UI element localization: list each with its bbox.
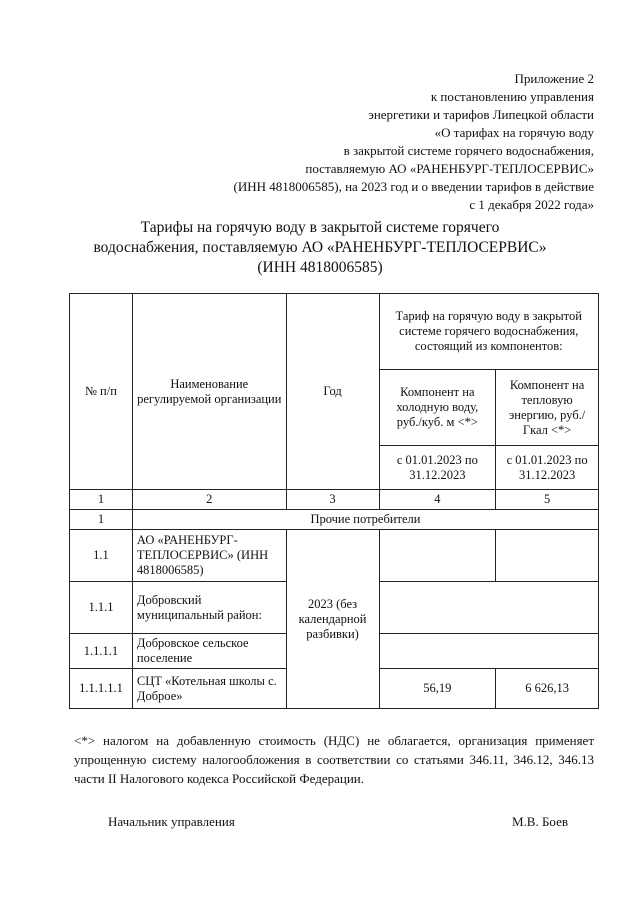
header-line: Приложение 2 (514, 71, 594, 86)
appendix-header (234, 70, 594, 214)
header-line: поставляемую АО «РАНЕНБУРГ-ТЕПЛОСЕРВИС» (305, 161, 594, 176)
header-heat-component: Компонент на тепловую энергию, руб./Гкал <*> (496, 370, 599, 446)
year-cell: 2023 (без календарной разбивки) (286, 530, 379, 709)
header-line: в закрытой системе горячего водоснабжения, (343, 143, 594, 158)
column-number-cell: 5 (496, 490, 599, 510)
header-line: с 1 декабря 2022 года» (469, 197, 594, 212)
title-line: Тарифы на горячую воду в закрытой системе горячего (140, 219, 500, 236)
title-line: водоснабжения, поставляемую АО «РАНЕНБУРГ-ТЕПЛОСЕРВИС» (93, 239, 547, 256)
column-number-cell: 2 (132, 490, 286, 510)
row-values-merged (379, 582, 599, 634)
row-num: 1.1.1 (70, 582, 133, 634)
header-cold-water-component: Компонент на холодную воду, руб./куб. м <*> (379, 370, 496, 446)
row-heat-value: 6 626,13 (496, 669, 599, 709)
table-row (70, 530, 599, 582)
row-organization: Добровское сельское поселение (132, 634, 286, 669)
header-line: к постановлению управления (430, 89, 594, 104)
header-period-cold: с 01.01.2023 по 31.12.2023 (379, 446, 496, 490)
header-year: Год (286, 294, 379, 490)
header-num: № п/п (70, 294, 133, 490)
signatory-position: Начальник управления (108, 814, 235, 829)
header-tariff: Тариф на горячую воду в закрытой системе горячего водоснабжения, состоящий из компонентов: (379, 294, 599, 370)
row-num: 1.1.1.1 (70, 634, 133, 669)
row-heat-value (496, 530, 599, 582)
row-cold-value: 56,19 (379, 669, 496, 709)
row-organization: Добровский муниципальный район: (132, 582, 286, 634)
column-number-cell: 3 (286, 490, 379, 510)
tariff-table (69, 293, 599, 709)
section-num: 1 (70, 510, 133, 530)
footnote: <*> налогом на добавленную стоимость (НДС) не облагается, организация применяет упрощенную систему налогообложения в соответствии со статьями 346.11, 346.12, 346.13 части II Налогового кодекса Российской Федерации. (74, 733, 594, 786)
header-organization: Наименование регулируемой организации (132, 294, 286, 490)
row-cold-value (379, 530, 496, 582)
row-values-merged (379, 634, 599, 669)
header-line: (ИНН 4818006585), на 2023 год и о введении тарифов в действие (233, 179, 594, 194)
header-line: «О тарифах на горячую воду (434, 125, 594, 140)
row-num: 1.1.1.1.1 (70, 669, 133, 709)
column-number-cell: 4 (379, 490, 496, 510)
document-title (0, 218, 640, 278)
row-num: 1.1 (70, 530, 133, 582)
column-number-cell: 1 (70, 490, 133, 510)
row-organization: СЦТ «Котельная школы с. Доброе» (132, 669, 286, 709)
header-period-heat: с 01.01.2023 по 31.12.2023 (496, 446, 599, 490)
signatory-name: М.В. Боев (511, 814, 568, 829)
header-line: энергетики и тарифов Липецкой области (368, 107, 594, 122)
section-label: Прочие потребители (132, 510, 598, 530)
row-organization: АО «РАНЕНБУРГ-ТЕПЛОСЕРВИС» (ИНН 4818006585) (132, 530, 286, 582)
section-row (70, 510, 599, 530)
title-line: (ИНН 4818006585) (257, 259, 383, 276)
